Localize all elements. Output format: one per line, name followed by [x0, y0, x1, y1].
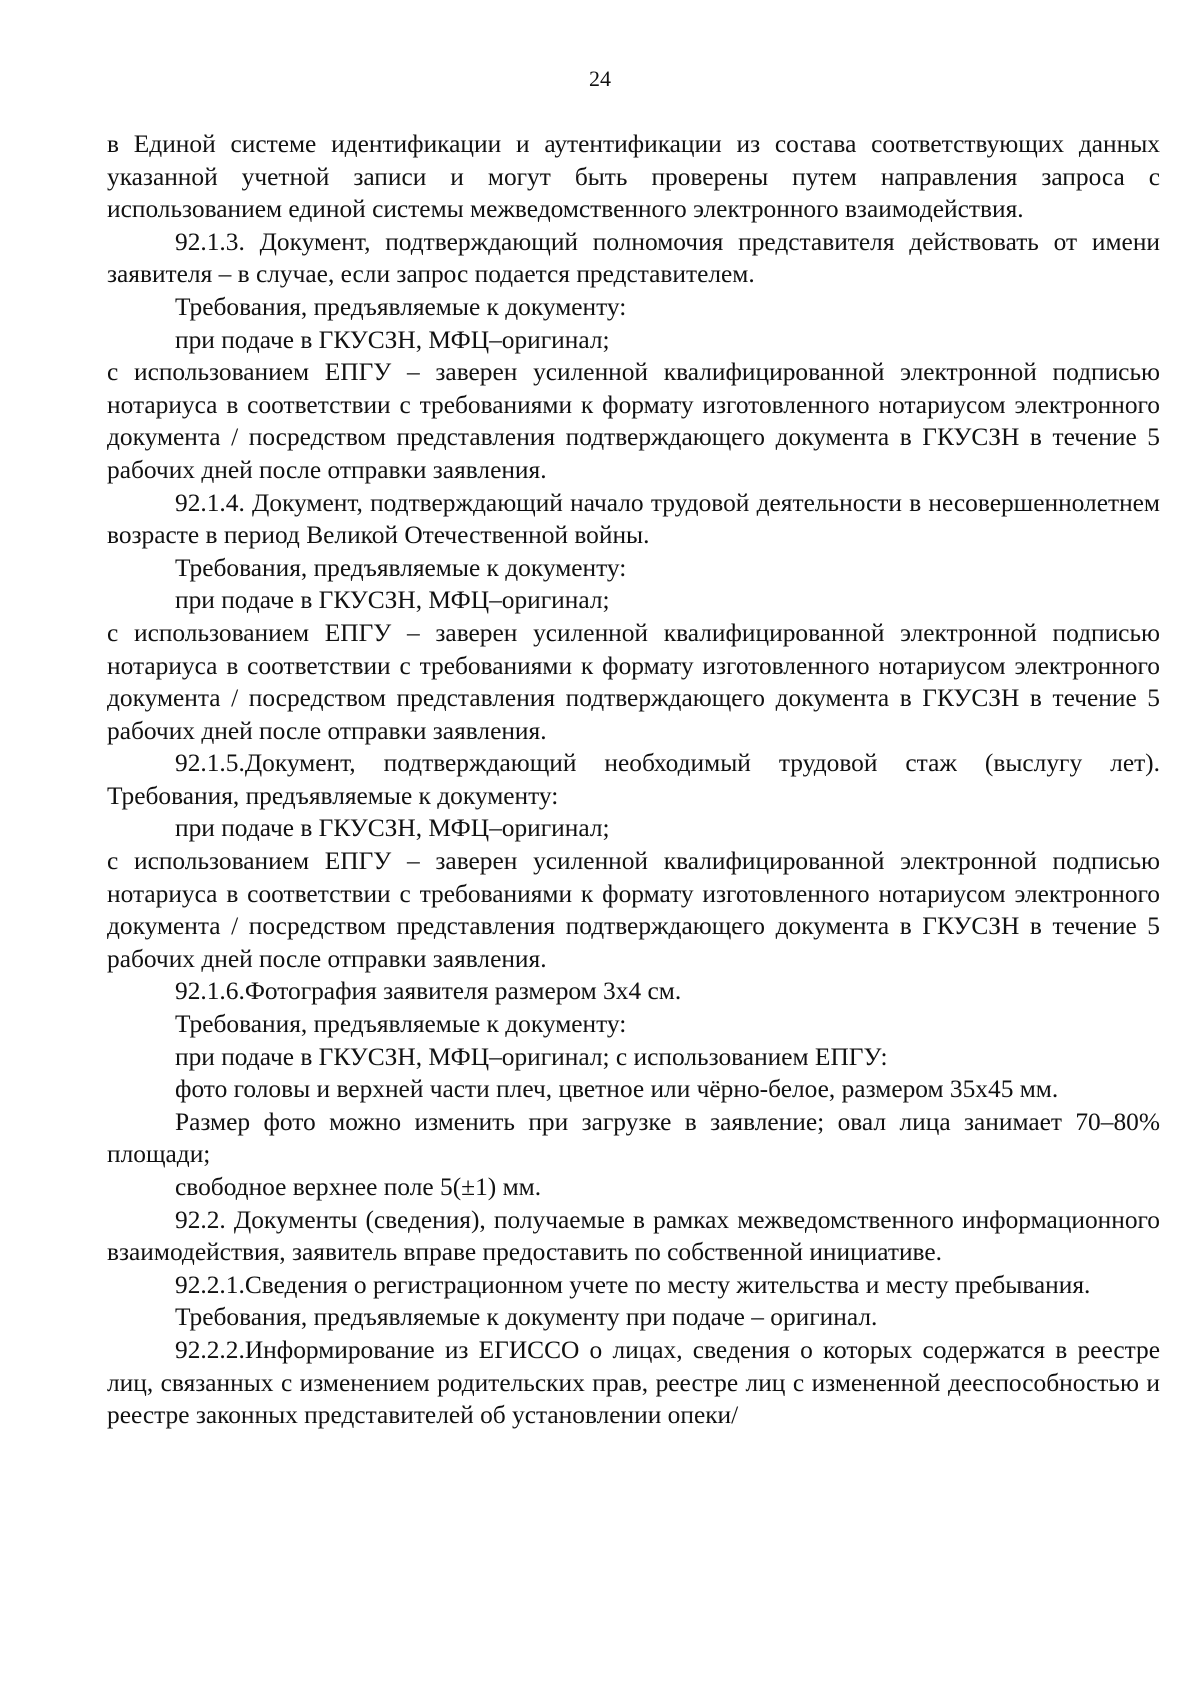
paragraph: 92.1.3. Документ, подтверждающий полномочия представителя действовать от имени заявителя – в случае, если запрос подается представителем. — [107, 227, 1160, 289]
paragraph: при подаче в ГКУСЗН, МФЦ–оригинал; — [175, 325, 610, 354]
page-number: 24 — [589, 66, 611, 91]
paragraph: Требования, предъявляемые к документу при подаче – оригинал. — [175, 1303, 878, 1332]
paragraph: свободное верхнее поле 5(±1) мм. — [175, 1173, 542, 1201]
paragraph: с использованием ЕПГУ – заверен усиленной квалифицированной электронной подписью нотариуса в соответствии с требованиями к формату изготовленного нотариусом электронного документа / посредством представления подтверждающего документа в ГКУСЗН в течение 5 рабочих дней после отправки заявления. — [107, 618, 1160, 745]
paragraph: 92.1.4. Документ, подтверждающий начало трудовой деятельности в несовершеннолетнем возрасте в период Великой Отечественной войны. — [107, 488, 1160, 550]
paragraph: 92.2.1.Сведения о регистрационном учете по месту жительства и месту пребывания. — [175, 1270, 1091, 1299]
paragraph: Требования, предъявляемые к документу: — [175, 292, 627, 321]
paragraph: в Единой системе идентификации и аутентификации из состава соответствующих данных указанной учетной записи и могут быть проверены путем направления запроса с использованием единой системы межведомственного электронного взаимодействия. — [107, 130, 1160, 224]
paragraph: Размер фото можно изменить при загрузке в заявление; овал лица занимает 70–80% площади; — [107, 1107, 1160, 1169]
paragraph: Требования, предъявляемые к документу: — [175, 553, 627, 582]
paragraph: 92.1.6.Фотография заявителя размером 3х4 см. — [175, 977, 682, 1006]
paragraph: фото головы и верхней части плеч, цветное или чёрно-белое, размером 35х45 мм. — [175, 1075, 1059, 1104]
paragraph: при подаче в ГКУСЗН, МФЦ–оригинал; — [175, 586, 610, 615]
paragraph: 92.2. Документы (сведения), получаемые в рамках межведомственного информационного взаимодействия, заявитель вправе предоставить по собственной инициативе. — [107, 1205, 1160, 1267]
document-body — [107, 128, 1160, 1432]
paragraph: 92.1.5.Документ, подтверждающий необходимый трудовой стаж (выслугу лет). Требования, предъявляемые к документу: — [107, 749, 1160, 810]
paragraph: 92.2.2.Информирование из ЕГИССО о лицах, сведения о которых содержатся в реестре лиц, связанных с изменением родительских прав, реестре лиц с измененной дееспособностью и реестре законных представителей об установлении опеки/ — [107, 1335, 1160, 1430]
paragraph: при подаче в ГКУСЗН, МФЦ–оригинал; с использованием ЕПГУ: — [175, 1042, 888, 1071]
paragraph: с использованием ЕПГУ – заверен усиленной квалифицированной электронной подписью нотариуса в соответствии с требованиями к формату изготовленного нотариусом электронного документа / посредством представления подтверждающего документа в ГКУСЗН в течение 5 рабочих дней после отправки заявления. — [107, 847, 1160, 973]
paragraph: с использованием ЕПГУ – заверен усиленной квалифицированной электронной подписью нотариуса в соответствии с требованиями к формату изготовленного нотариусом электронного документа / посредством представления подтверждающего документа в ГКУСЗН в течение 5 рабочих дней после отправки заявления. — [107, 358, 1160, 484]
paragraph: при подаче в ГКУСЗН, МФЦ–оригинал; — [175, 814, 610, 843]
paragraph: Требования, предъявляемые к документу: — [175, 1010, 627, 1039]
